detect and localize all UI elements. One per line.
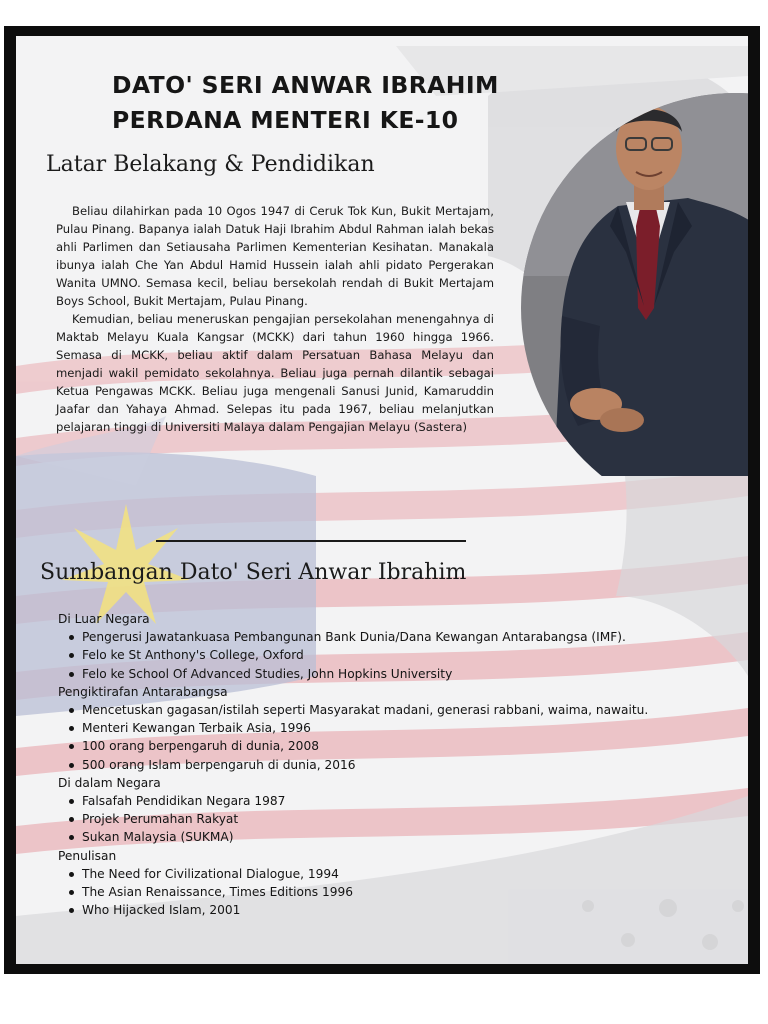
item-text: 100 orang berpengaruh di dunia, 2008 [82,739,319,754]
list-item [58,756,738,774]
item-list [58,628,738,683]
bullet-icon [69,835,74,840]
category-label: Di Luar Negara [58,612,150,626]
bullet-icon [69,672,74,677]
bullet-icon [69,890,74,895]
list-item [58,701,738,719]
category-label: Pengiktirafan Antarabangsa [58,684,228,699]
item-text: Felo ke St Anthony's College, Oxford [82,648,304,663]
item-text: Menteri Kewangan Terbaik Asia, 1996 [82,721,311,736]
background-paragraph-2: Kemudian, beliau meneruskan pengajian persekolahan menengahnya di Maktab Melayu Kuala Kangsar (MCKK) dari tahun 1960 hingga 1966. Semasa di MCKK, beliau aktif dalam Persatuan Bahasa Melayu dan menjadi wakil pemidato sekolahnya. Beliau juga pernah dilantik sebagai Ketua Pengawas MCKK. Beliau juga mengenali Sanusi Junid, Kamaruddin Jaafar dan Yahaya Ahmad. Selepas itu pada 1967, beliau melanjutkan pelajaran tinggi di Universiti Malaya dalam Pengajian Melayu (Sastera) [56,312,494,434]
bullet-icon [69,872,74,877]
item-list [58,865,738,920]
list-item [58,646,738,664]
bullet-icon [69,763,74,768]
item-text: Falsafah Pendidikan Negara 1987 [82,794,286,809]
page-title [112,68,552,138]
bullet-icon [69,908,74,913]
background-paragraph-1: Beliau dilahirkan pada 10 Ogos 1947 di Ceruk Tok Kun, Bukit Mertajam, Pulau Pinang. Bapanya ialah Datuk Haji Ibrahim Abdul Rahman ialah bekas ahli Parlimen dan Setiausaha Parlimen Kementerian Kesihatan. Manakala ibunya ialah Che Yan Abdul Hamid Hussein ialah ahli pidato Pergerakan Wanita UMNO. Semasa kecil, beliau bersekolah rendah di Bukit Mertajam Boys School, Bukit Mertajam, Pulau Pinang. [56,204,494,308]
list-item [58,792,738,810]
section-divider [156,540,466,542]
category-domestic [58,774,738,847]
category-label: Di dalam Negara [58,775,161,790]
item-text: 500 orang Islam berpengaruh di dunia, 2016 [82,757,356,772]
bullet-icon [69,744,74,749]
list-item [58,828,738,846]
list-item [58,865,738,883]
background-text [56,202,494,436]
list-item [58,628,738,646]
list-item [58,719,738,737]
contributions-heading: Sumbangan Dato' Seri Anwar Ibrahim [40,560,467,585]
background-heading: Latar Belakang & Pendidikan [46,152,375,177]
list-item [58,883,738,901]
bullet-icon [69,635,74,640]
item-list [58,792,738,847]
item-text: The Need for Civilizational Dialogue, 1994 [82,866,339,881]
bullet-icon [69,817,74,822]
list-item [58,665,738,683]
contributions-list [58,610,738,919]
list-item [58,810,738,828]
category-writing [58,847,738,920]
bullet-icon [69,653,74,658]
item-text: Who Hijacked Islam, 2001 [82,903,241,918]
item-text: Pengerusi Jawatankuasa Pembangunan Bank Dunia/Dana Kewangan Antarabangsa (IMF). [82,630,626,645]
bullet-icon [69,726,74,731]
item-list [58,701,738,774]
category-international-recognition [58,683,738,774]
item-text: Mencetuskan gagasan/istilah seperti Masyarakat madani, generasi rabbani, waima, nawaitu. [82,703,649,718]
poster [16,36,748,964]
title-line-1: DATO' SERI ANWAR IBRAHIM [112,71,499,99]
category-label: Penulisan [58,848,117,863]
item-text: Projek Perumahan Rakyat [82,812,239,827]
list-item [58,901,738,919]
list-item [58,737,738,755]
bullet-icon [69,799,74,804]
item-text: The Asian Renaissance, Times Editions 1996 [82,885,353,900]
portrait-photo [518,76,748,476]
title-line-2: PERDANA MENTERI KE-10 [112,106,459,134]
poster-frame [4,26,760,974]
item-text: Felo ke School Of Advanced Studies, John Hopkins University [82,666,453,681]
item-text: Sukan Malaysia (SUKMA) [82,830,234,845]
bullet-icon [69,708,74,713]
category-abroad [58,610,738,683]
